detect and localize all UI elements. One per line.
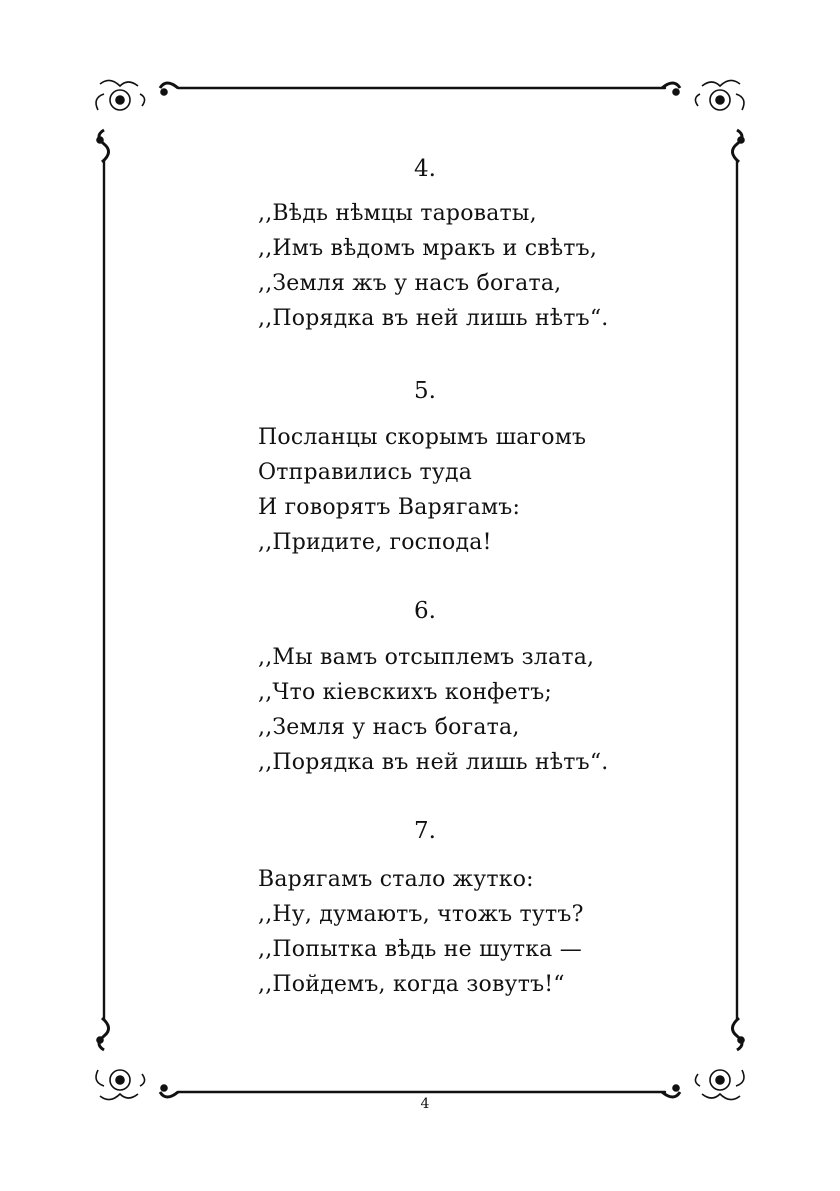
corner-ornament-bottom-left	[96, 1018, 178, 1100]
corner-ornament-bottom-right	[662, 1018, 744, 1100]
verse-line: ,,Придите, господа!	[258, 530, 492, 555]
stanza-number: 4.	[414, 156, 436, 182]
verse-line: ,,Имъ вѣдомъ мракъ и свѣтъ,	[258, 236, 598, 261]
verse-line: ,,Порядка въ ней лишь нѣтъ“.	[258, 750, 609, 775]
stanza	[258, 862, 678, 1002]
page-number: 4	[420, 1096, 430, 1112]
verse-line: ,,Порядка въ ней лишь нѣтъ“.	[258, 306, 609, 331]
verse-line: Посланцы скорымъ шагомъ	[258, 425, 587, 450]
verse-line: ,,Что кіевскихъ конфетъ;	[258, 680, 553, 705]
verse-line: ,,Пойдемъ, когда зовутъ!“	[258, 972, 565, 997]
stanza	[258, 420, 678, 560]
verse-line: ,,Земля у насъ богата,	[258, 715, 520, 740]
stanza-number: 6.	[414, 598, 436, 624]
verse-line: ,,Мы вамъ отсыплемъ злата,	[258, 645, 595, 670]
stanza	[258, 196, 678, 336]
verse-line: ,,Попытка вѣдь не шутка —	[258, 937, 582, 962]
verse-line: ,,Ну, думаютъ, чтожъ тутъ?	[258, 902, 584, 927]
verse-line: Отправились туда	[258, 460, 473, 485]
verse-line: И говорятъ Варягамъ:	[258, 495, 521, 520]
verse-line: ,,Вѣдь нѣмцы тароваты,	[258, 201, 537, 226]
stanza	[258, 640, 678, 780]
stanza-number: 7.	[414, 818, 436, 844]
stanza-number: 5.	[414, 378, 436, 404]
corner-ornament-top-right	[662, 80, 744, 162]
verse-line: Варягамъ стало жутко:	[258, 867, 534, 892]
corner-ornament-top-left	[96, 80, 178, 162]
verse-line: ,,Земля жъ у насъ богата,	[258, 271, 562, 296]
